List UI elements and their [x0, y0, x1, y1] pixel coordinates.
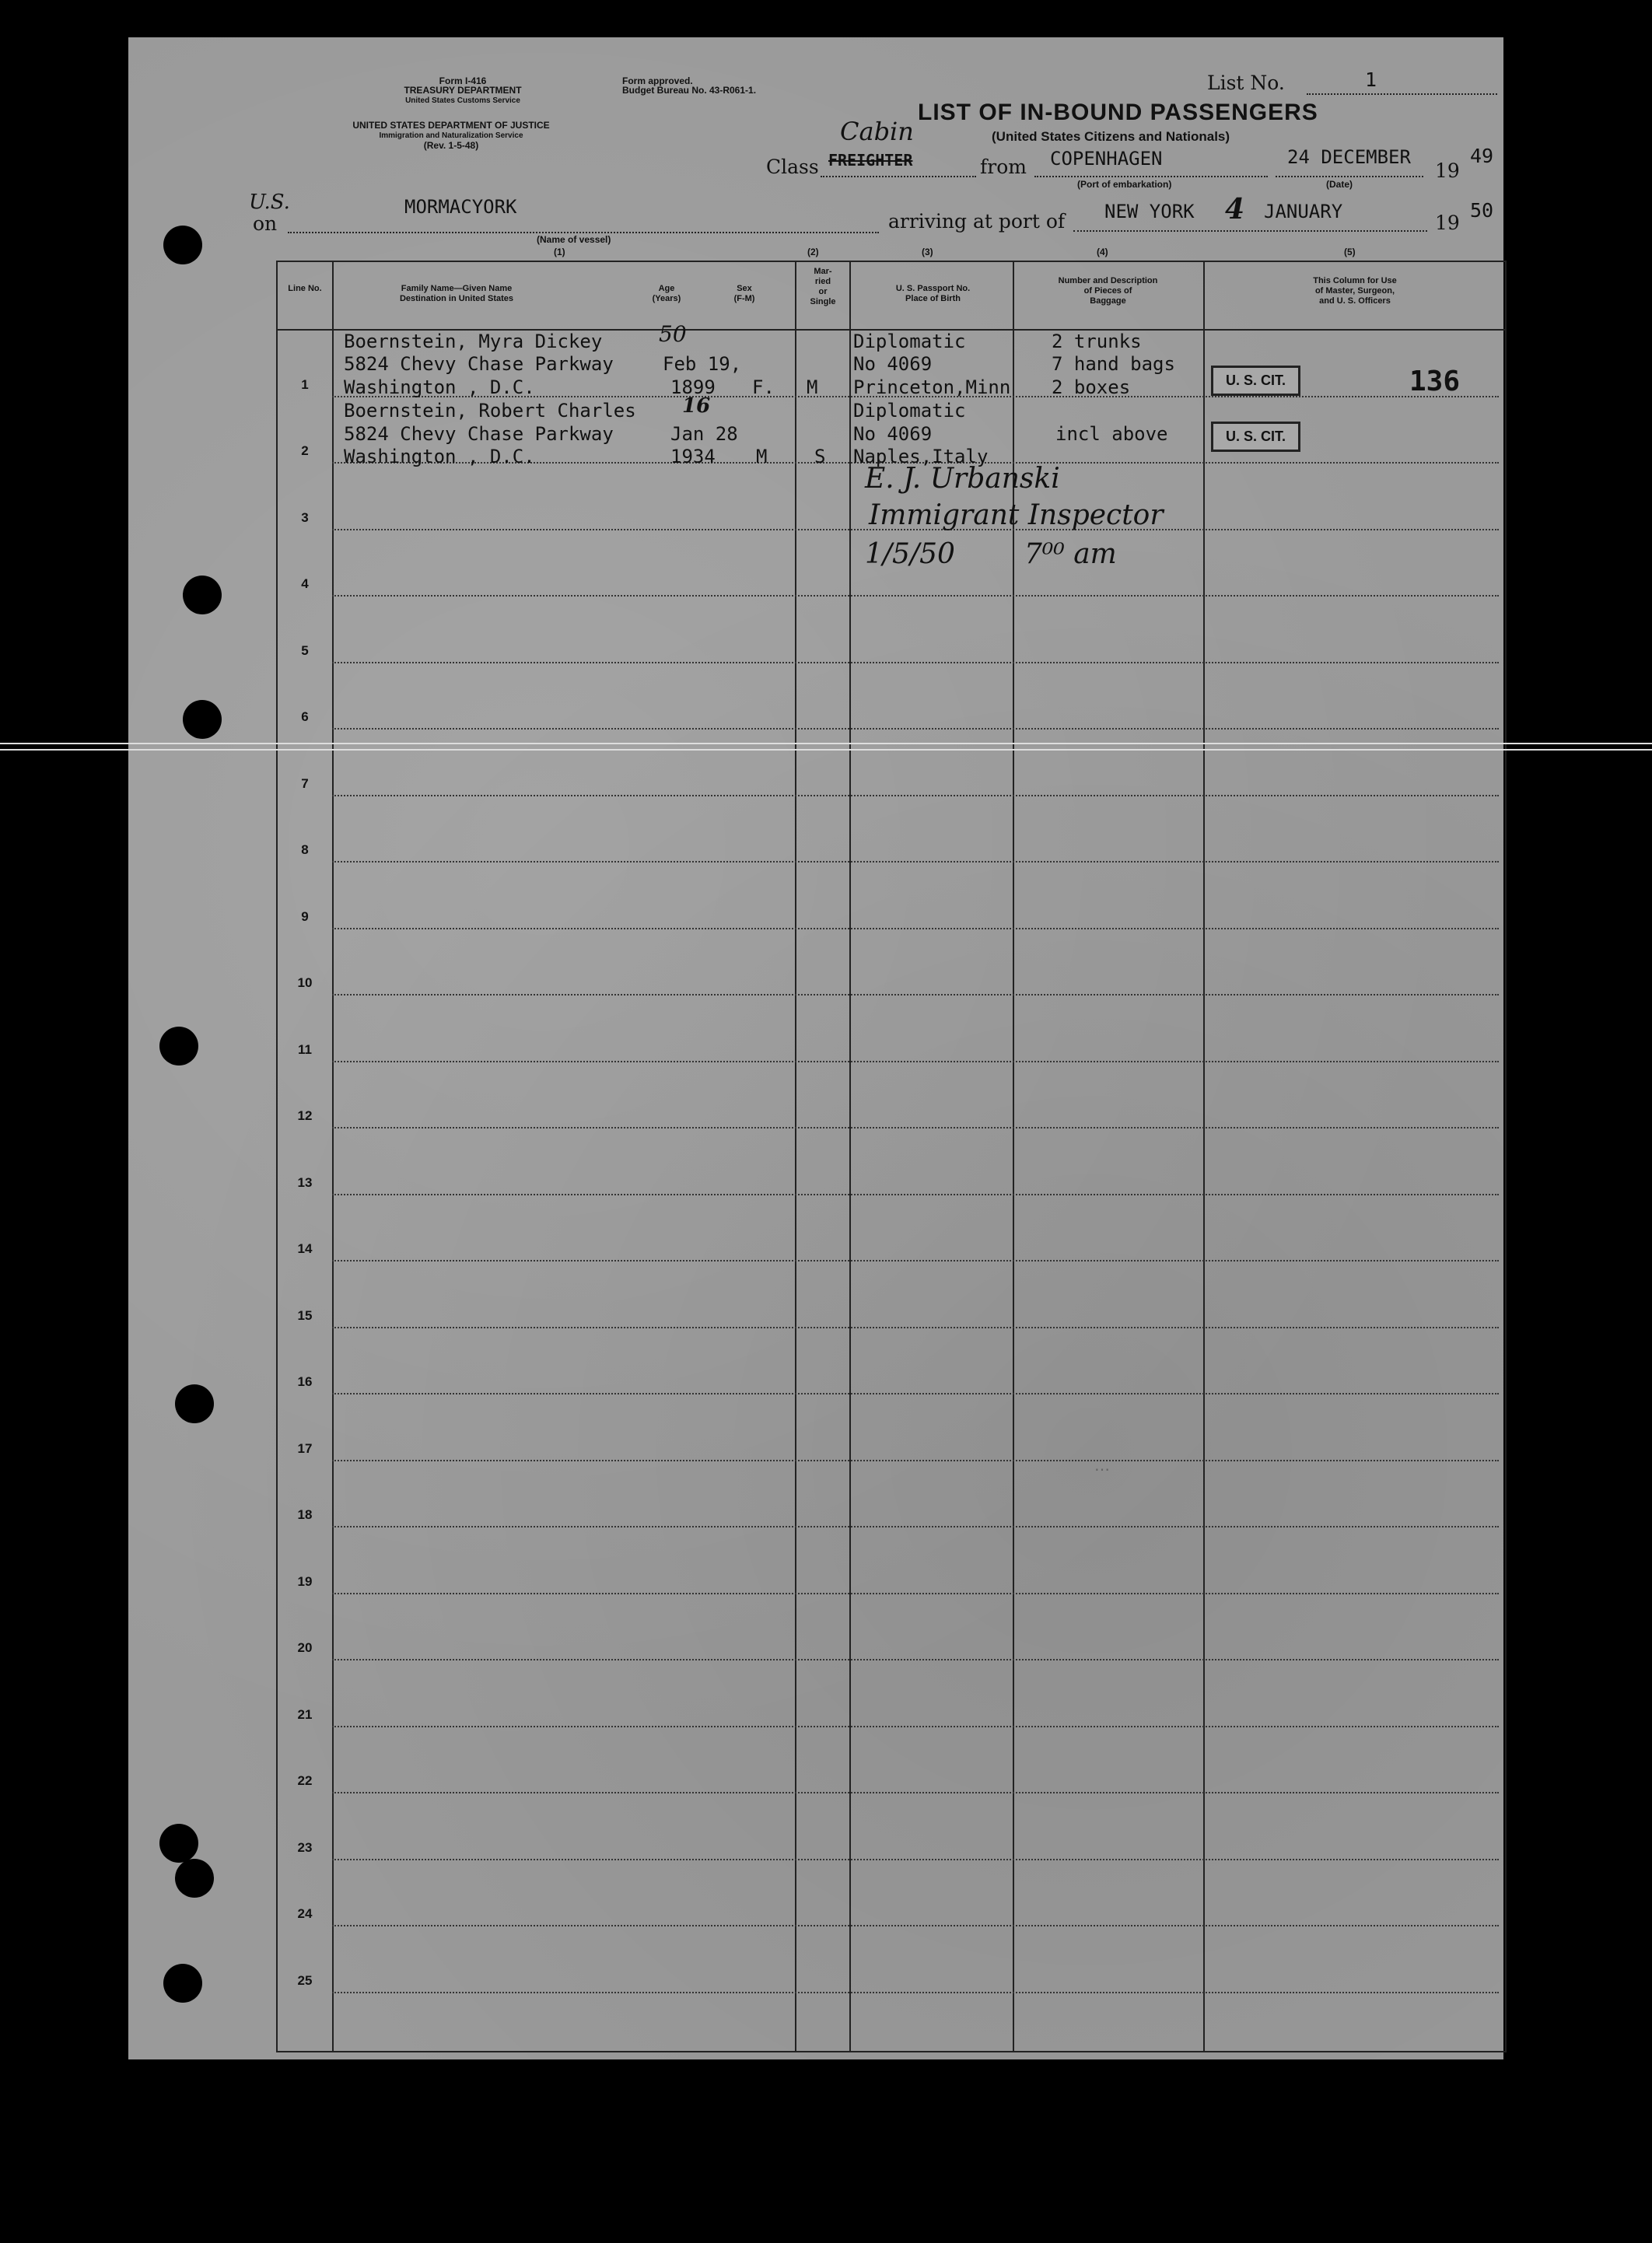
row-divider: [332, 1393, 1499, 1394]
punch-hole: [163, 226, 202, 264]
header-passport: U. S. Passport No. Place of Birth: [895, 284, 971, 303]
line-number: 5: [301, 642, 309, 658]
class-label: Class: [766, 156, 819, 178]
punch-hole: [183, 700, 222, 739]
line-number: 1: [301, 376, 309, 392]
header-baggage: Number and Description of Pieces of Baggage: [1058, 276, 1158, 306]
p2-sex: M: [756, 446, 768, 467]
row-divider: [332, 1460, 1499, 1461]
p1-age-hand: 50: [659, 321, 687, 347]
header-officers: This Column for Use of Master, Surgeon, and U. S. Officers: [1313, 276, 1397, 306]
line-number: 24: [297, 1906, 313, 1921]
row-divider: [332, 595, 1499, 597]
revision: (Rev. 1-5-48): [423, 140, 479, 151]
scan-tear-line: [0, 743, 1652, 751]
list-no-label: List No.: [1207, 72, 1285, 94]
p2-baggage1: incl above: [1055, 423, 1168, 445]
punch-hole: [159, 1027, 198, 1066]
row-divider: [332, 1925, 1499, 1926]
row-divider: [332, 795, 1499, 796]
passenger-table: [276, 261, 1507, 2052]
p2-married: S: [814, 446, 826, 467]
inspection-time: 7⁰⁰ am: [1024, 538, 1117, 570]
arrival-month: JANUARY: [1264, 201, 1343, 222]
row-divider: [332, 1260, 1499, 1261]
line-number: 22: [297, 1773, 313, 1788]
header-sex: Sex (F-M): [733, 284, 755, 303]
arriving-label: arriving at port of: [888, 210, 1066, 233]
p2-citizen-stamp: U. S. CIT.: [1211, 422, 1300, 452]
from-label: from: [980, 156, 1027, 178]
punch-hole: [183, 576, 222, 614]
form-title: LIST OF IN-BOUND PASSENGERS: [918, 100, 1318, 125]
p1-citizen-stamp: U. S. CIT.: [1211, 366, 1300, 396]
row-divider: [332, 1726, 1499, 1727]
header-age: Age (Years): [652, 284, 681, 303]
line-number: 12: [297, 1108, 313, 1123]
line-number: 6: [301, 709, 309, 724]
p1-sex: F.: [752, 376, 775, 398]
p2-birth-year: 1934: [670, 446, 716, 467]
line-number: 14: [297, 1241, 313, 1256]
form-approved: Form approved.: [622, 75, 693, 86]
p1-passport2: No 4069: [853, 353, 933, 375]
departure-date: 24 DECEMBER: [1287, 146, 1411, 168]
p1-name: Boernstein, Myra Dickey: [344, 331, 603, 352]
line-number: 13: [297, 1174, 313, 1190]
line-number: 7: [301, 775, 309, 791]
inspector-name: E. J. Urbanski: [865, 463, 1060, 495]
line-number: 19: [297, 1573, 313, 1589]
line-number: 8: [301, 842, 309, 857]
header-married: Mar- ried or Single: [810, 267, 836, 306]
treasury-dept: TREASURY DEPARTMENT: [404, 85, 522, 96]
col1-caption: (1): [554, 247, 565, 257]
punch-hole: [159, 1824, 198, 1863]
list-no-underline: [1307, 93, 1497, 95]
p1-city: Washington , D.C.: [344, 376, 535, 398]
p1-baggage2: 7 hand bags: [1052, 353, 1175, 375]
justice-dept: UNITED STATES DEPARTMENT OF JUSTICE: [352, 120, 550, 131]
bleed-through-text: ⋯: [1094, 1460, 1110, 1478]
row-divider: [332, 1859, 1499, 1860]
row-divider: [332, 1526, 1499, 1527]
punch-hole: [163, 1964, 202, 2003]
col5-caption: (5): [1344, 247, 1356, 257]
p2-passport1: Diplomatic: [853, 400, 966, 422]
vessel-name: MORMACYORK: [404, 196, 517, 218]
p2-birth-date: Jan 28: [670, 423, 738, 445]
arrival-year-suffix: 50: [1470, 199, 1494, 222]
row-divider: [332, 1659, 1499, 1660]
col2-caption: (2): [807, 247, 819, 257]
p2-address: 5824 Chevy Chase Parkway: [344, 423, 614, 445]
customs-service: United States Customs Service: [405, 96, 520, 105]
on-label: on: [253, 212, 278, 235]
list-no-value: 1: [1365, 68, 1377, 91]
line-number: 9: [301, 908, 309, 924]
class-handwritten: Cabin: [840, 117, 914, 146]
form-subtitle: (United States Citizens and Nationals): [992, 129, 1230, 144]
line-number: 17: [297, 1440, 313, 1456]
vessel-prefix: U.S.: [249, 191, 290, 214]
col-divider: [1203, 262, 1205, 2051]
port-underline: [1034, 176, 1268, 177]
line-number: 15: [297, 1307, 313, 1323]
col4-caption: (4): [1097, 247, 1108, 257]
class-underline: [821, 176, 976, 177]
p1-married: M: [807, 376, 818, 398]
line-number: 18: [297, 1507, 313, 1522]
p2-name: Boernstein, Robert Charles: [344, 400, 636, 422]
line-number: 4: [301, 576, 309, 591]
vessel-underline: [288, 232, 879, 233]
punch-hole: [175, 1384, 214, 1423]
line-number: 16: [297, 1374, 313, 1389]
p1-baggage3: 2 boxes: [1052, 376, 1131, 398]
p1-address: 5824 Chevy Chase Parkway: [344, 353, 614, 375]
line-number: 11: [298, 1041, 312, 1057]
line-number: 25: [297, 1972, 313, 1988]
row-divider: [332, 1327, 1499, 1328]
line-number: 2: [301, 443, 309, 458]
row-divider: [332, 1194, 1499, 1195]
header-line-no: Line No.: [288, 284, 322, 293]
line-number: 23: [297, 1839, 313, 1855]
date-underline: [1276, 176, 1423, 177]
col-divider: [332, 262, 334, 2051]
p2-birthplace: Naples,Italy: [853, 446, 989, 467]
header-name-dest: Family Name—Given Name Destination in United States: [399, 284, 514, 303]
col-divider: [849, 262, 851, 2051]
port-caption: (Port of embarkation): [1077, 179, 1172, 190]
row-divider: [332, 994, 1499, 996]
line-number: 21: [297, 1706, 313, 1722]
port-embarkation: COPENHAGEN: [1050, 148, 1163, 170]
line-number: 10: [297, 975, 313, 990]
p2-city: Washington , D.C.: [344, 446, 535, 467]
p1-birth-date: Feb 19,: [663, 353, 742, 375]
p1-officer-no: 136: [1409, 366, 1461, 397]
arrival-year-prefix: 19: [1435, 212, 1460, 234]
p1-passport1: Diplomatic: [853, 331, 966, 352]
row-divider: [332, 928, 1499, 929]
line-number: 3: [301, 509, 309, 525]
year-prefix: 19: [1435, 159, 1460, 182]
arrival-underline: [1073, 230, 1427, 232]
date-caption: (Date): [1326, 179, 1353, 190]
p1-birth-year: 1899: [670, 376, 716, 398]
inspection-date: 1/5/50: [865, 538, 955, 570]
row-divider: [332, 861, 1499, 863]
col-divider: [795, 262, 796, 2051]
row-divider: [332, 662, 1499, 663]
row-divider: [332, 1127, 1499, 1128]
row-divider: [332, 1992, 1499, 1993]
p2-age-hand: 16: [682, 394, 711, 418]
row-divider: [332, 728, 1499, 730]
punch-hole: [175, 1859, 214, 1898]
row-divider: [332, 1593, 1499, 1594]
vessel-caption: (Name of vessel): [537, 234, 611, 245]
year-suffix: 49: [1470, 145, 1494, 167]
p2-passport2: No 4069: [853, 423, 933, 445]
inspector-title: Immigrant Inspector: [869, 499, 1164, 531]
col3-caption: (3): [922, 247, 933, 257]
class-struck: FREIGHTER: [828, 151, 913, 170]
arrival-day: 4: [1225, 193, 1245, 226]
arrival-port: NEW YORK: [1104, 201, 1195, 222]
p1-birthplace: Princeton,Minn: [853, 376, 1011, 398]
row-divider: [332, 1792, 1499, 1793]
p1-baggage1: 2 trunks: [1052, 331, 1142, 352]
line-number: 20: [297, 1640, 313, 1655]
row-divider: [332, 1061, 1499, 1062]
budget-bureau: Budget Bureau No. 43-R061-1.: [622, 85, 757, 96]
form-number: Form I-416: [439, 75, 487, 86]
ins-service: Immigration and Naturalization Service: [379, 131, 523, 140]
